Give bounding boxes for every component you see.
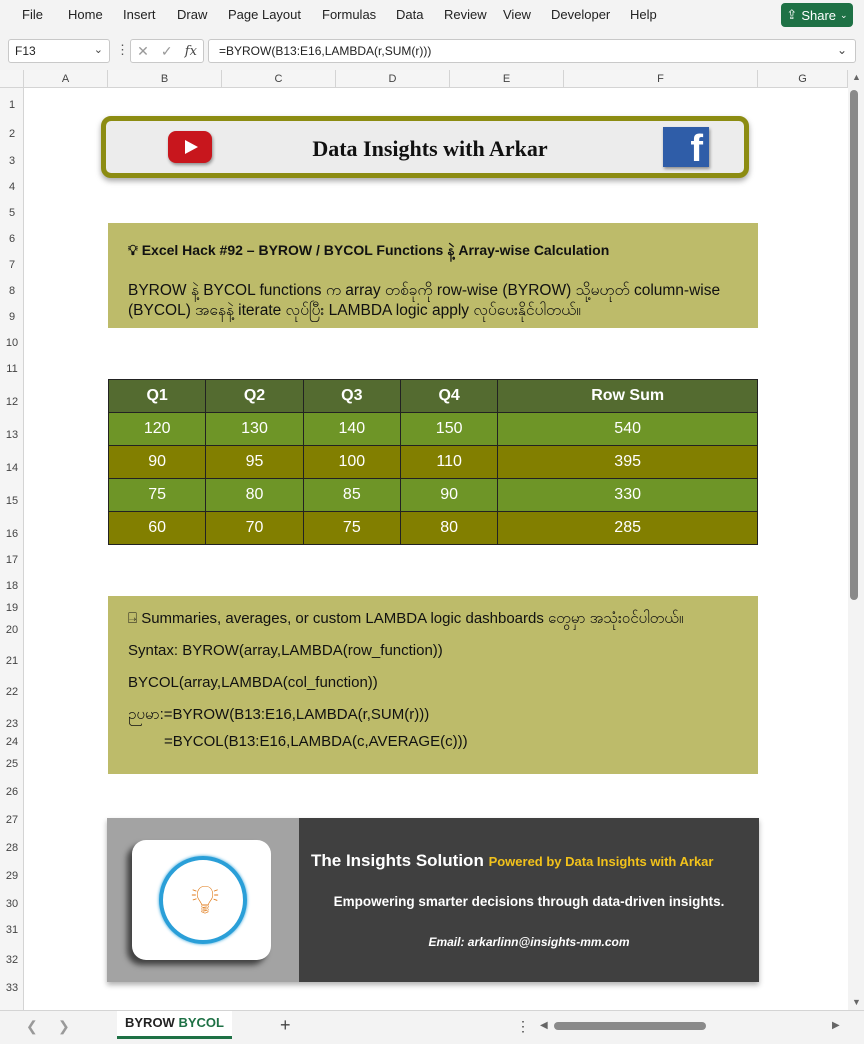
facebook-icon: f xyxy=(663,127,709,167)
menu-draw[interactable]: Draw xyxy=(177,7,208,22)
table-cell[interactable]: 330 xyxy=(498,479,758,512)
table-row xyxy=(109,479,758,512)
chevron-down-icon: ⌄ xyxy=(840,9,848,20)
table-cell[interactable]: 395 xyxy=(498,446,758,479)
table-cell[interactable]: 540 xyxy=(498,413,758,446)
table-row xyxy=(109,512,758,545)
header-q4[interactable]: Q4 xyxy=(400,380,497,413)
table-cell[interactable]: 80 xyxy=(206,479,303,512)
footer-powered-by: Powered by Data Insights with Arkar xyxy=(488,854,714,869)
table-cell[interactable]: 90 xyxy=(400,479,497,512)
row-header[interactable]: 10 xyxy=(5,337,19,349)
sheet-tab-byrow-bycol[interactable] xyxy=(117,1011,232,1039)
add-sheet-button[interactable]: + xyxy=(280,1015,291,1035)
footer-logo-panel xyxy=(107,818,299,982)
formula-input[interactable] xyxy=(208,39,856,63)
row-header[interactable]: 26 xyxy=(5,786,19,798)
menu-developer[interactable]: Developer xyxy=(551,7,611,22)
syntax-byrow-line: Syntax: BYROW(array,LAMBDA(row_function)) xyxy=(128,642,443,659)
row-header[interactable]: 31 xyxy=(5,924,19,936)
sheet-tab-bar xyxy=(0,1010,864,1044)
header-q3[interactable]: Q3 xyxy=(303,380,400,413)
table-cell[interactable]: 120 xyxy=(109,413,206,446)
column-header-f[interactable]: F xyxy=(564,70,758,88)
column-header-g[interactable]: G xyxy=(758,70,848,88)
formula-bar xyxy=(0,32,864,70)
worksheet-grid[interactable] xyxy=(24,88,848,1010)
sheet-tab-label-rest: BYCOL xyxy=(178,1015,224,1030)
footer-card xyxy=(107,818,759,982)
table-cell[interactable]: 100 xyxy=(303,446,400,479)
confirm-icon[interactable]: ✓ xyxy=(160,42,173,59)
previous-sheet-icon[interactable]: ❮ xyxy=(26,1018,38,1034)
row-header[interactable]: 28 xyxy=(5,842,19,854)
next-sheet-icon[interactable]: ❯ xyxy=(58,1018,70,1034)
lightbulb-logo-icon xyxy=(159,856,247,944)
menu-home[interactable]: Home xyxy=(68,7,103,22)
excel-hack-description: BYROW နဲ့ BYCOL functions က array တစ်ခုကို row-wise (BYROW) သို့မဟုတ် column-wise (BYCOL) အနေနဲ့ iterate လုပ်ပြီး LAMBDA logic apply လုပ်ပေးနိုင်ပါတယ်။ xyxy=(128,282,721,319)
column-headers xyxy=(0,70,848,88)
banner-title: Data Insights with Arkar xyxy=(312,136,548,161)
footer-tagline: Empowering smarter decisions through data-driven insights. xyxy=(333,894,725,909)
menu-formulas[interactable]: Formulas xyxy=(322,7,377,22)
row-header[interactable]: 3 xyxy=(8,155,16,167)
table-row xyxy=(109,446,758,479)
row-header[interactable]: 14 xyxy=(5,462,19,474)
more-options-icon[interactable]: ⋮ xyxy=(116,42,129,57)
lightbulb-icon: 💡︎ xyxy=(128,242,138,258)
column-header-a[interactable]: A xyxy=(24,70,108,88)
header-q1[interactable]: Q1 xyxy=(109,380,206,413)
scroll-up-icon[interactable]: ▲ xyxy=(852,72,861,82)
table-cell[interactable]: 80 xyxy=(400,512,497,545)
share-button[interactable] xyxy=(781,3,853,27)
row-header[interactable]: 8 xyxy=(8,285,16,297)
example-bycol-line: =BYCOL(B13:E16,LAMBDA(c,AVERAGE(c))) xyxy=(164,733,468,750)
name-box[interactable] xyxy=(8,39,110,63)
footer-email: Email: arkarlinn@insights-mm.com xyxy=(428,935,630,949)
syntax-box xyxy=(108,596,758,774)
row-header[interactable]: 19 xyxy=(5,602,19,614)
cancel-icon[interactable]: ✕ xyxy=(137,42,149,59)
row-header[interactable]: 13 xyxy=(5,429,19,441)
row-header[interactable]: 22 xyxy=(5,686,19,698)
name-box-value: F13 xyxy=(15,44,36,58)
table-cell[interactable]: 90 xyxy=(109,446,206,479)
row-header[interactable]: 29 xyxy=(5,870,19,882)
table-cell[interactable]: 95 xyxy=(206,446,303,479)
row-header[interactable]: 2 xyxy=(8,128,16,140)
menu-file[interactable]: File xyxy=(22,7,43,22)
row-header[interactable]: 17 xyxy=(5,554,19,566)
menu-bar xyxy=(0,0,864,32)
row-header[interactable]: 23 xyxy=(5,718,19,730)
example-byrow-line: ဉပမာ:=BYROW(B13:E16,LAMBDA(r,SUM(r))) xyxy=(128,706,430,723)
row-header[interactable]: 5 xyxy=(8,207,16,219)
table-cell[interactable]: 75 xyxy=(303,512,400,545)
share-label: Share xyxy=(801,7,837,23)
more-options-icon[interactable]: ⋮ xyxy=(516,1018,530,1034)
scroll-down-icon[interactable]: ▼ xyxy=(852,997,861,1007)
table-cell[interactable]: 110 xyxy=(400,446,497,479)
row-header[interactable]: 32 xyxy=(5,954,19,966)
row-header[interactable]: 20 xyxy=(5,624,19,636)
menu-view[interactable]: View xyxy=(503,7,531,22)
header-q2[interactable]: Q2 xyxy=(206,380,303,413)
table-cell[interactable]: 140 xyxy=(303,413,400,446)
table-cell[interactable]: 150 xyxy=(400,413,497,446)
column-header-b[interactable]: B xyxy=(108,70,222,88)
excel-hack-box xyxy=(108,223,758,328)
title-banner xyxy=(101,116,749,178)
syntax-usage-line xyxy=(128,609,683,631)
row-header[interactable]: 25 xyxy=(5,758,19,770)
header-row-sum[interactable]: Row Sum xyxy=(498,380,758,413)
excel-hack-title xyxy=(128,241,609,262)
row-header[interactable]: 9 xyxy=(8,311,16,323)
row-header[interactable]: 4 xyxy=(8,181,16,193)
scroll-right-icon[interactable]: ▶ xyxy=(832,1020,840,1031)
row-header[interactable]: 18 xyxy=(5,580,19,592)
chevron-down-icon[interactable]: ⌄ xyxy=(93,44,103,56)
scroll-left-icon[interactable]: ◀ xyxy=(540,1020,548,1031)
table-cell[interactable]: 70 xyxy=(206,512,303,545)
row-header[interactable]: 11 xyxy=(6,363,18,375)
menu-review[interactable]: Review xyxy=(444,7,487,22)
row-header[interactable]: 12 xyxy=(5,396,19,408)
table-cell[interactable]: 130 xyxy=(206,413,303,446)
menu-page-layout[interactable]: Page Layout xyxy=(228,7,302,22)
insert-function-icon[interactable]: fx xyxy=(184,43,197,59)
expand-formula-icon[interactable]: ⌄ xyxy=(836,43,847,57)
column-header-c[interactable]: C xyxy=(222,70,336,88)
table-cell[interactable]: 60 xyxy=(109,512,206,545)
row-headers xyxy=(0,88,24,1010)
excel-hack-title-text: Excel Hack #92 – BYROW / BYCOL Functions နဲ့ Array-wise Calculation xyxy=(141,242,610,258)
table-row xyxy=(109,413,758,446)
syntax-usage-text: Summaries, averages, or custom LAMBDA logic dashboards တွေမှာ အသုံးဝင်ပါတယ်။ xyxy=(141,610,684,627)
logo-tile xyxy=(132,840,271,960)
row-header[interactable]: 6 xyxy=(8,233,16,245)
footer-title-text: The Insights Solution xyxy=(311,851,484,870)
row-header[interactable]: 16 xyxy=(5,528,19,540)
horizontal-scroll-thumb[interactable] xyxy=(554,1022,706,1030)
table-cell[interactable]: 75 xyxy=(109,479,206,512)
formula-controls xyxy=(130,39,204,63)
menu-insert[interactable]: Insert xyxy=(123,7,156,22)
row-header[interactable]: 30 xyxy=(5,898,19,910)
formula-text: =BYROW(B13:E16,LAMBDA(r,SUM(r))) xyxy=(219,44,432,58)
menu-data[interactable]: Data xyxy=(396,7,424,22)
table-header-row xyxy=(109,380,758,413)
row-header[interactable]: 21 xyxy=(5,655,19,667)
footer-title xyxy=(311,851,713,871)
syntax-bycol-line: BYCOL(array,LAMBDA(col_function)) xyxy=(128,674,378,691)
column-header-d[interactable]: D xyxy=(336,70,450,88)
sheet-tab-label: BYROW xyxy=(125,1015,175,1030)
row-header[interactable]: 7 xyxy=(8,259,16,271)
vertical-scroll-thumb[interactable] xyxy=(850,90,858,600)
lightbulb-icon: 💡︎ xyxy=(191,878,219,922)
row-header[interactable]: 24 xyxy=(5,736,19,748)
row-header[interactable]: 27 xyxy=(5,814,19,826)
select-all-corner[interactable] xyxy=(0,70,24,88)
menu-help[interactable]: Help xyxy=(630,7,657,22)
row-header[interactable]: 33 xyxy=(5,982,19,994)
table-cell[interactable]: 285 xyxy=(498,512,758,545)
arrow-right-box-icon: ⍈ xyxy=(128,610,138,627)
share-icon: ⇪ xyxy=(786,7,798,22)
row-header[interactable]: 15 xyxy=(5,495,19,507)
row-header[interactable]: 1 xyxy=(8,99,16,111)
column-header-e[interactable]: E xyxy=(450,70,564,88)
quarterly-table xyxy=(108,379,758,545)
table-cell[interactable]: 85 xyxy=(303,479,400,512)
